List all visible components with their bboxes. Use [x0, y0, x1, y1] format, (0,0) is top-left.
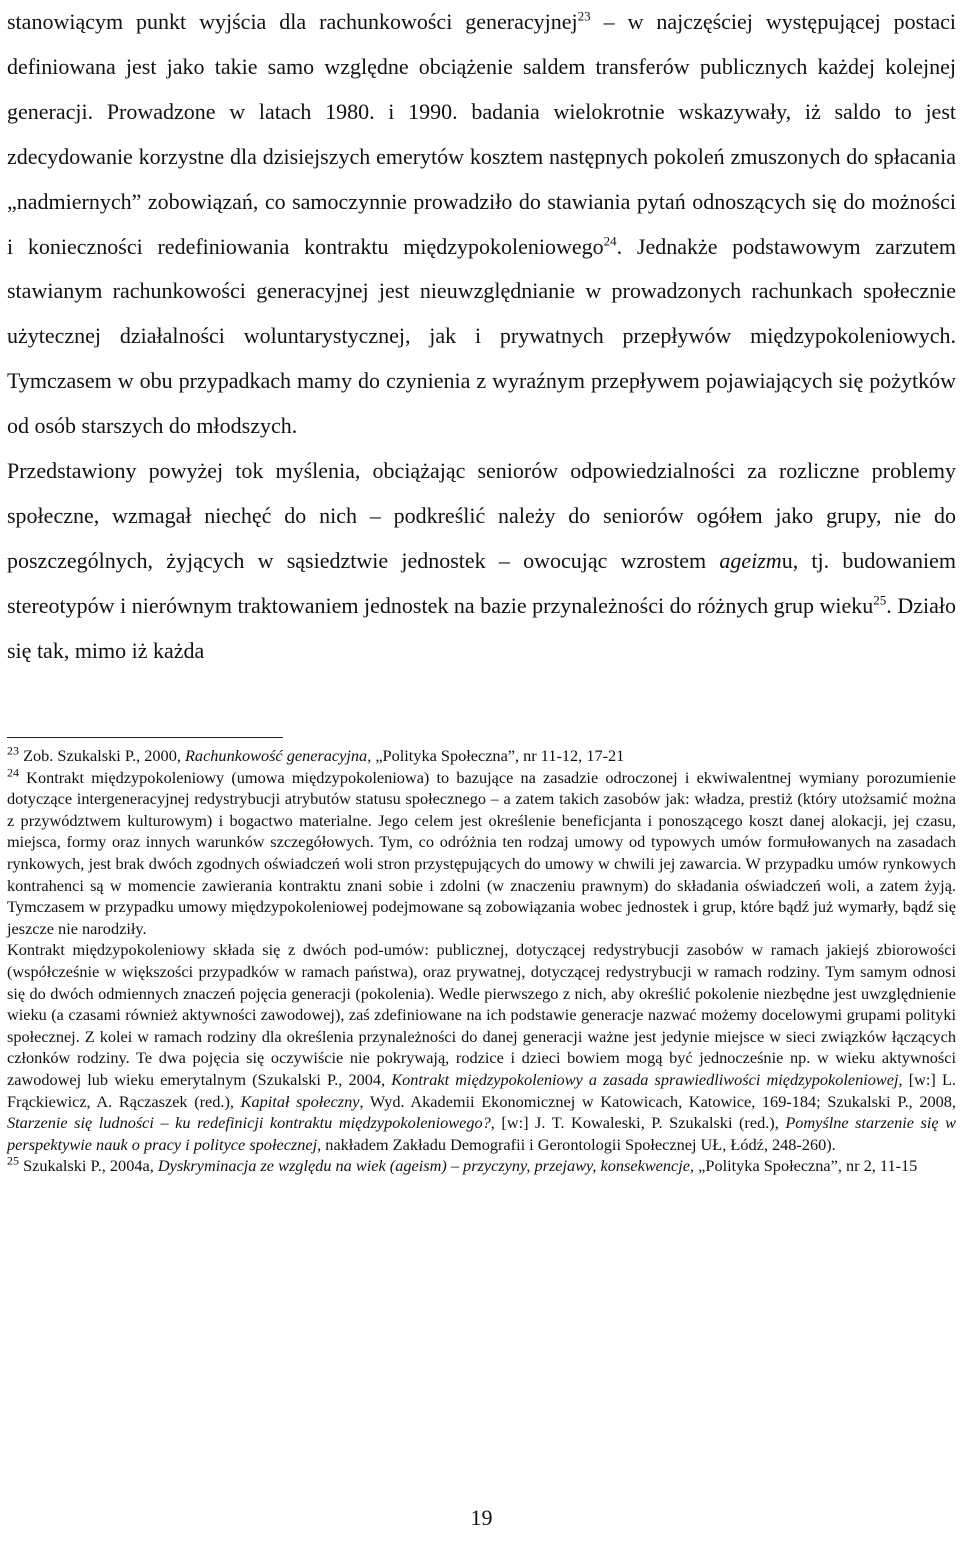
footnote-separator — [7, 737, 283, 738]
footnotes — [7, 745, 956, 1177]
footnote-title: Starzenie się ludności – ku redefinicji kontraktu międzypokoleniowego? — [7, 1113, 491, 1133]
footnote-text: Kontrakt międzypokoleniowy (umowa międzypokoleniowa) to bazujące na zasadzie odroczonej i ekwiwalentnej wymiany porozumienie dotyczące intergeneracyjnej redystrybucji atrybutów statusu społecznego – a zatem takich zasobów jak: władza, prestiż (który utożsamić można z przywództwem kulturowym) i bogactwo materialne. Jego celem jest określenie beneficjanta i ponoszącego koszt danej alokacji, jej czasu, miejsca, formy oraz innych warunków szczegółowych. Tym, co odróżnia ten rodzaj umowy od typowych umów formułowanych na zasadach rynkowych, jest brak dwóch zgodnych oświadczeń woli stron przystępujących do umowy w chwili jej zawarcia. W przypadku umów rynkowych kontrahenci są w momencie zawierania kontraktu znani sobie i zdolni (w znaczeniu prawnym) do składania oświadczeń woli, a zatem żyją. Tymczasem w przypadku umowy międzypokoleniowej podejmowane są zobowiązania wobec jednostek i grup, które bądź już wymarły, bądź się jeszcze nie narodziły. — [7, 767, 956, 938]
paragraph-text: Przedstawiony powyżej tok myślenia, obciążając seniorów odpowiedzialności za rozliczne problemy społeczne, wzmagał niechęć do nich – podkreślić należy do seniorów ogółem jako grupy, nie do poszczególnych, żyjących w sąsiedztwie jednostek – owocując wzrostem — [7, 458, 956, 573]
paragraph-text: stanowiącym punkt wyjścia dla rachunkowości generacyjnej — [7, 9, 578, 34]
footnote-text: , „Polityka Społeczna”, nr 2, 11-15 — [690, 1156, 918, 1176]
page-number: 19 — [470, 1505, 493, 1530]
paragraph-2 — [7, 449, 956, 674]
footnote-text: Kontrakt międzypokoleniowy składa się z dwóch pod-umów: publicznej, dotyczącej redystrybucji zasobów w ramach jakiejś zbiorowości (współcześnie w większości przypadków w ramach państwa), oraz prywatnej, dotyczącej redystrybucji w ramach rodziny. Tym samym odnosi się do dwóch odmiennych znaczeń pojęcia generacji (pokolenia). Wedle pierwszego z nich, aby określić pokolenie niezbędne jest uwzględnienie wieku (a czasami również aktywności zawodowej), zaś zdefiniowane na ich podstawie generacje nazwać możemy docelowymi grupami polityki społecznej. Z kolei w ramach rodziny dla określenia przynależności do danej generacji ważne jest jedynie miejsce w sieci związków łączących członków rodziny. Te dwa pojęcia się oczywiście nie pokrywają, rodzice i dzieci bowiem mogą być jednocześnie np. w wieku aktywności zawodowej lub wieku emerytalnym (Szukalski P., 2004, — [7, 940, 956, 1089]
footnote-text: , [w:] J. T. Kowaleski, P. Szukalski (red.), — [490, 1113, 786, 1133]
footnote-title: Kapitał społeczny — [240, 1091, 360, 1111]
footnote-title: Pomyślne starzenie się w perspektywie nauk o pracy i polityce społecznej — [7, 1113, 956, 1154]
footnote-text: , nakładem Zakładu Demografii i Gerontologii Społecznej UŁ, Łódź, 248-260). — [317, 1134, 836, 1154]
footnote-number: 25 — [7, 1153, 19, 1168]
footnote-number: 24 — [7, 765, 19, 780]
footnote-text: , „Polityka Społeczna”, nr 11-12, 17-21 — [367, 746, 625, 765]
footnote-text: , Wyd. Akademii Ekonomicznej w Katowicach, Katowice, 169-184; Szukalski P., 2008, — [359, 1091, 957, 1111]
footnote-25 — [7, 1155, 956, 1177]
paragraph-1 — [7, 0, 956, 449]
paragraph-text: . Jednakże podstawowym zarzutem stawianym rachunkowości generacyjnej jest nieuwzględnianie w prowadzonych rachunkach społecznie użytecznej działalności woluntarystycznej, jak i prywatnych przepływów międzypokoleniowych. Tymczasem w obu przypadkach mamy do czynienia z wyraźnym przepływem pojawiających się pożytków od osób starszych do młodszych. — [7, 233, 956, 439]
paragraph-text: . Działo się tak, mimo iż każda — [7, 592, 956, 663]
footnote-24-continued — [7, 939, 956, 1155]
footnote-title: Kontrakt międzypokoleniowy a zasada sprawiedliwości międzypokoleniowej — [391, 1069, 899, 1089]
footnote-text: , [w:] L. Frąckiewicz, A. Rączaszek (red.), — [7, 1069, 956, 1111]
footnote-title: Rachunkowość generacyjna — [184, 746, 368, 765]
footnote-text: Zob. Szukalski P., 2000, — [19, 746, 185, 765]
footnote-23 — [7, 745, 956, 767]
paragraph-text: – w najczęściej występującej postaci definiowana jest jako takie samo względne obciążenie saldem transferów publicznych każdej kolejnej generacji. Prowadzone w latach 1980. i 1990. badania wielokrotnie wskazywały, iż saldo to jest zdecydowanie korzystne dla dzisiejszych emerytów kosztem następnych pokoleń zmuszonych do spłacania „nadmiernych” zobowiązań, co samoczynnie prowadziło do stawiania pytań odnoszących się do możności i konieczności redefiniowania kontraktu międzypokoleniowego — [7, 9, 956, 259]
footnote-title: Dyskryminacja ze względu na wiek (ageism) – przyczyny, przejawy, konsekwencje — [157, 1156, 691, 1176]
paragraph-text: u, tj. budowaniem stereotypów i nierównym traktowaniem jednostek na bazie przynależności do różnych grup wieku — [7, 547, 956, 618]
footnote-24 — [7, 767, 956, 940]
italic-term: ageizm — [719, 547, 782, 573]
footnote-ref-24[interactable]: 24 — [603, 233, 617, 249]
footnote-text: Szukalski P., 2004a, — [19, 1156, 158, 1176]
footnote-ref-23[interactable]: 23 — [577, 8, 591, 24]
body-text — [7, 0, 956, 674]
footnote-number: 23 — [7, 743, 19, 758]
footnote-ref-25[interactable]: 25 — [873, 592, 887, 608]
